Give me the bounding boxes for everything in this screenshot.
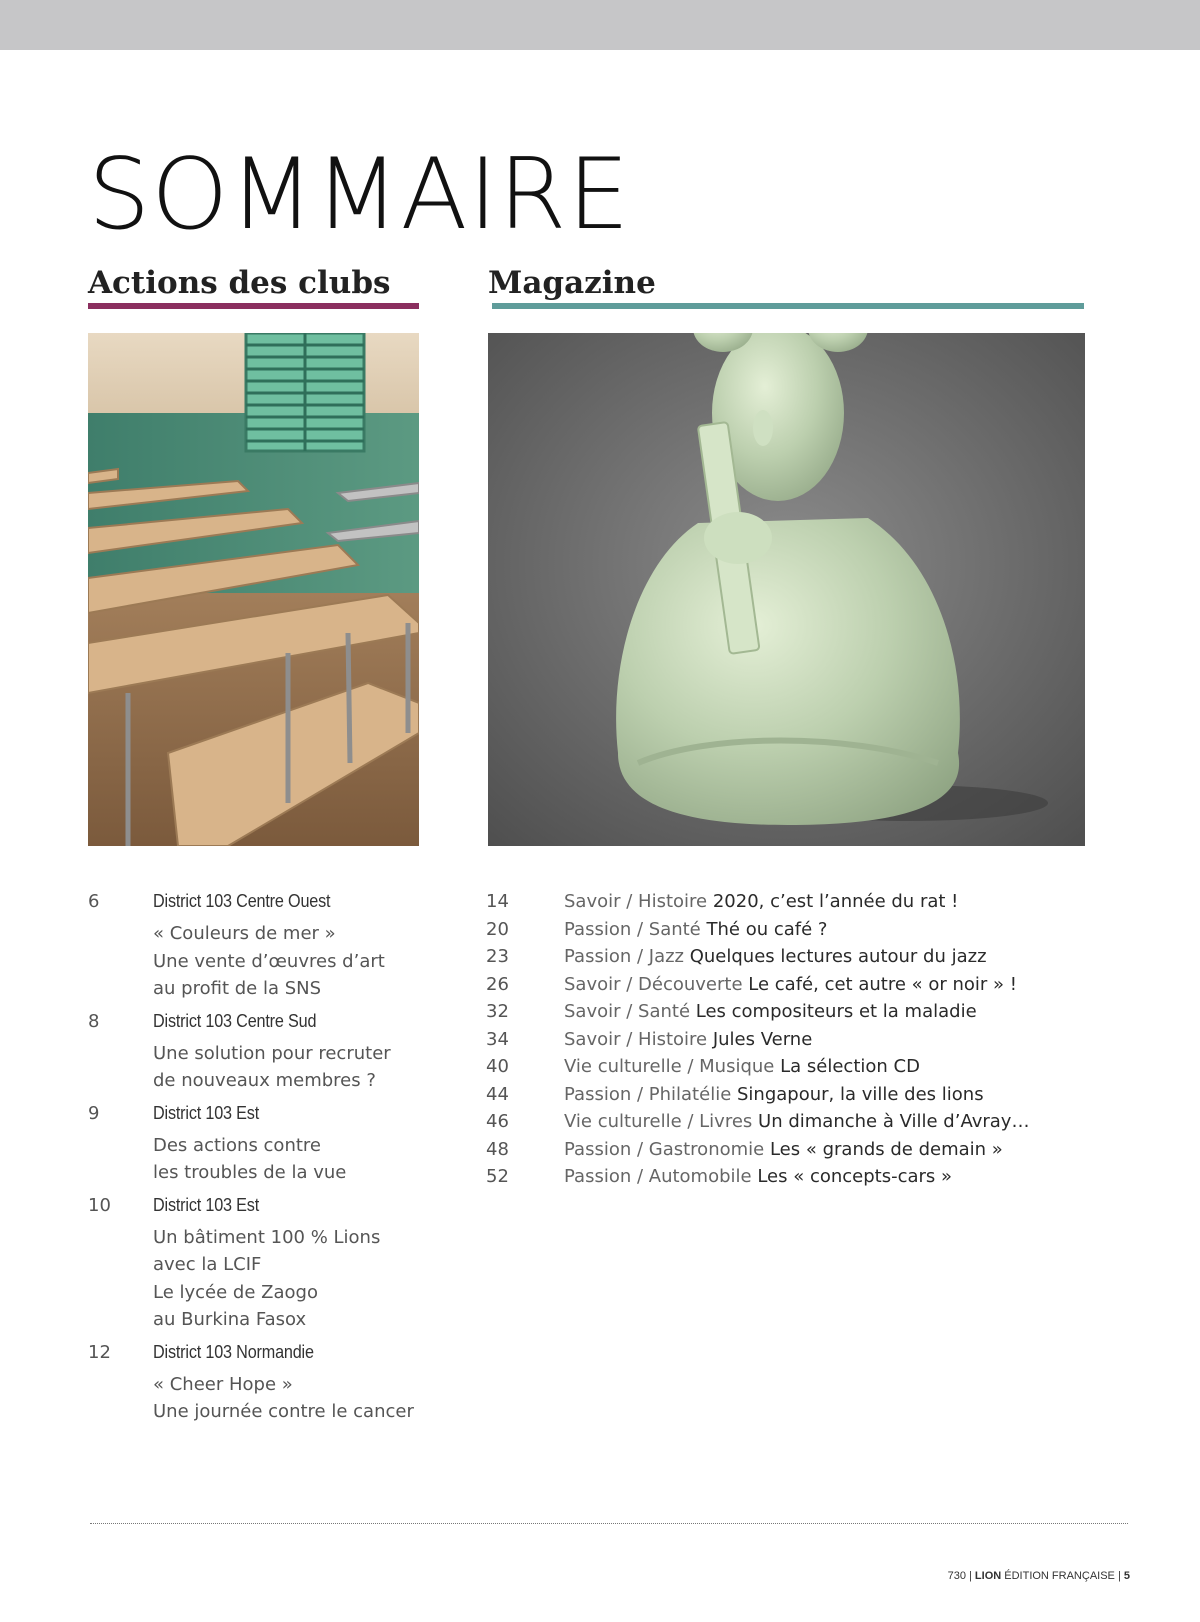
- page-number: 40: [486, 1056, 509, 1077]
- toc-entry[interactable]: [88, 1192, 448, 1334]
- issue-number: 730: [947, 1570, 966, 1582]
- entry-category: Vie culturelle / Musique: [564, 1056, 775, 1077]
- page-number: 48: [486, 1138, 509, 1160]
- page-footer: 730 | LION ÉDITION FRANÇAISE | 5: [947, 1570, 1130, 1582]
- entry-title: Quelques lectures autour du jazz: [689, 946, 987, 967]
- page-number: 32: [486, 1001, 509, 1022]
- toc-entry[interactable]: [486, 1163, 1126, 1191]
- entry-line: de nouveaux membres ?: [153, 1070, 376, 1091]
- entry-title: Jules Verne: [712, 1028, 813, 1050]
- entry-category: Savoir / Santé: [564, 1001, 691, 1022]
- entry-title: 2020, c’est l’année du rat !: [712, 891, 959, 912]
- page-number: 44: [486, 1083, 509, 1105]
- entry-title: Les « grands de demain »: [769, 1138, 1003, 1160]
- jade-rat-photo: [488, 333, 1085, 846]
- page-title: SOMMAIRE: [88, 138, 631, 252]
- toc-entry[interactable]: [486, 1136, 1126, 1164]
- footer-divider: [90, 1523, 1128, 1524]
- page-number: 46: [486, 1111, 509, 1132]
- brand-name: LION: [974, 1570, 1002, 1582]
- entry-line: Une journée contre le cancer: [153, 1401, 414, 1422]
- page-number: 8: [88, 1010, 100, 1032]
- entry-line: avec la LCIF: [153, 1254, 262, 1275]
- section-heading-magazine: Magazine: [488, 265, 656, 301]
- entry-category: Passion / Philatélie: [564, 1083, 732, 1105]
- district-name: District 103 Centre Ouest: [153, 891, 331, 911]
- page-number: 9: [88, 1102, 100, 1124]
- entry-category: Passion / Jazz: [564, 946, 684, 967]
- entry-line: Un bâtiment 100 % Lions: [153, 1226, 381, 1248]
- toc-entry[interactable]: [486, 971, 1126, 999]
- district-name: District 103 Centre Sud: [153, 1010, 317, 1031]
- entry-line: Le lycée de Zaogo: [153, 1281, 318, 1303]
- toc-entry[interactable]: [486, 888, 1126, 916]
- page-number: 34: [486, 1028, 509, 1050]
- entry-title: Les « concepts-cars »: [757, 1166, 953, 1187]
- entry-category: Savoir / Histoire: [564, 891, 708, 912]
- top-bar: [0, 0, 1200, 50]
- entry-title: Les compositeurs et la maladie: [695, 1001, 977, 1022]
- entry-line: « Couleurs de mer »: [153, 923, 336, 944]
- page-number: 26: [486, 973, 509, 995]
- page-number: 52: [486, 1166, 509, 1187]
- toc-entry[interactable]: [486, 1108, 1126, 1136]
- page-number: 12: [88, 1341, 111, 1363]
- toc-entry[interactable]: [88, 1008, 448, 1095]
- section-rule-actions: [88, 303, 419, 309]
- page-number: 14: [486, 891, 509, 912]
- entry-category: Vie culturelle / Livres: [564, 1111, 753, 1132]
- entry-category: Savoir / Histoire: [564, 1028, 708, 1050]
- entry-title: La sélection CD: [780, 1056, 920, 1077]
- toc-magazine: [486, 888, 1126, 1191]
- toc-entry[interactable]: [486, 1081, 1126, 1109]
- section-rule-magazine: [492, 303, 1084, 309]
- toc-actions-des-clubs: [88, 888, 448, 1431]
- page-number: 20: [486, 918, 509, 940]
- district-name: District 103 Normandie: [153, 1341, 314, 1362]
- page-number: 6: [88, 891, 100, 912]
- entry-line: les troubles de la vue: [153, 1162, 347, 1183]
- entry-title: Thé ou café ?: [706, 918, 828, 940]
- entry-line: « Cheer Hope »: [153, 1373, 293, 1395]
- toc-entry[interactable]: [88, 1100, 448, 1187]
- entry-line: au profit de la SNS: [153, 978, 322, 999]
- entry-line: Une vente d’œuvres d’art: [153, 950, 385, 972]
- entry-line: Une solution pour recruter: [153, 1042, 391, 1064]
- page-number: 10: [88, 1194, 111, 1216]
- entry-title: Singapour, la ville des lions: [737, 1083, 984, 1105]
- entry-category: Passion / Automobile: [564, 1166, 752, 1187]
- toc-entry[interactable]: [486, 1053, 1126, 1081]
- entry-category: Passion / Santé: [564, 918, 701, 940]
- footer-page-number: 5: [1123, 1570, 1130, 1582]
- entry-category: Passion / Gastronomie: [564, 1138, 765, 1160]
- entry-title: Un dimanche à Ville d’Avray…: [758, 1111, 1030, 1132]
- toc-entry[interactable]: [486, 998, 1126, 1026]
- entry-title: Le café, cet autre « or noir » !: [748, 973, 1017, 995]
- entry-line: au Burkina Fasox: [153, 1309, 307, 1330]
- edition-label: ÉDITION FRANÇAISE: [1004, 1570, 1115, 1582]
- toc-entry[interactable]: [486, 943, 1126, 971]
- district-name: District 103 Est: [153, 1102, 260, 1123]
- entry-line: Des actions contre: [153, 1134, 321, 1156]
- toc-entry[interactable]: [88, 888, 448, 1003]
- toc-entry[interactable]: [486, 916, 1126, 944]
- toc-entry[interactable]: [88, 1339, 448, 1426]
- classroom-photo: [88, 333, 419, 846]
- section-heading-actions: Actions des clubs: [88, 265, 391, 301]
- page-number: 23: [486, 946, 509, 967]
- entry-category: Savoir / Découverte: [564, 973, 743, 995]
- toc-entry[interactable]: [486, 1026, 1126, 1054]
- district-name: District 103 Est: [153, 1194, 260, 1215]
